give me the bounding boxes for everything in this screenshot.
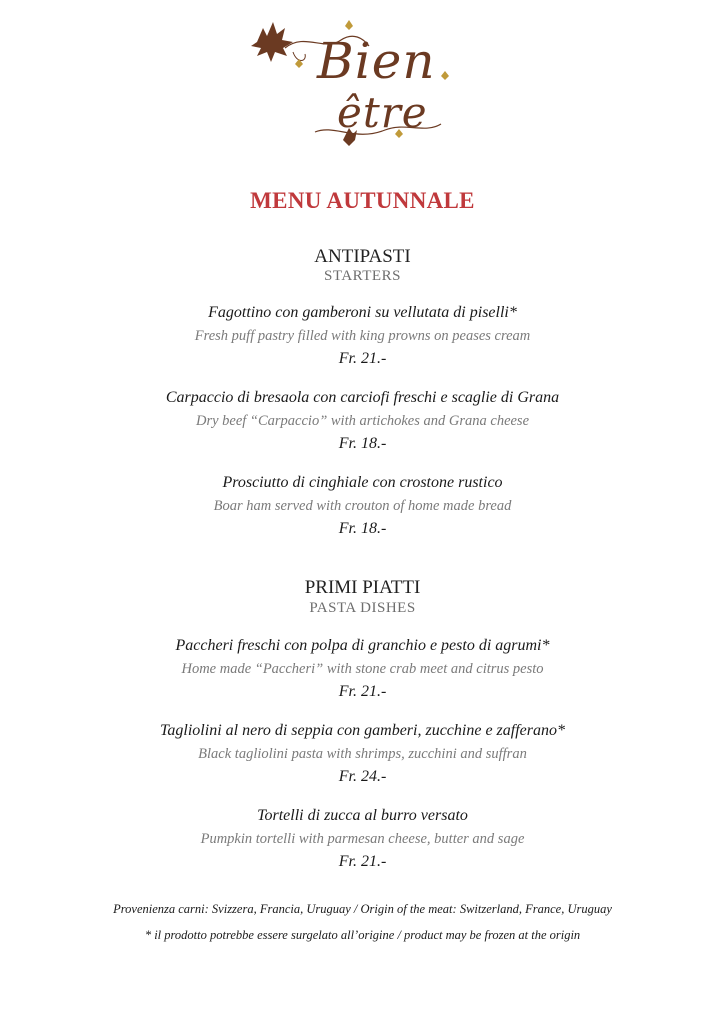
dish-price: Fr. 21.- bbox=[338, 683, 387, 700]
dish-price: Fr. 18.- bbox=[338, 520, 387, 537]
dish-description-en: Home made “Paccheri” with stone crab meet and citrus pesto bbox=[181, 661, 544, 677]
dish-description-en: Fresh puff pastry filled with king prowns on peases cream bbox=[194, 328, 531, 344]
dish-price: Fr. 24.- bbox=[338, 768, 387, 785]
dish-price: Fr. 18.- bbox=[338, 435, 387, 452]
brand-logo bbox=[245, 12, 455, 162]
dish-name-it: Prosciutto di cinghiale con crostone rustico bbox=[222, 474, 503, 491]
dish-name-it: Carpaccio di bresaola con carciofi freschi e scaglie di Grana bbox=[165, 389, 560, 406]
dish-name-it: Tagliolini al nero di seppia con gamberi, zucchine e zafferano* bbox=[159, 722, 565, 739]
logo-word-etre: être bbox=[337, 88, 428, 137]
footer-meat-origin: Provenienza carni: Svizzera, Francia, Uruguay / Origin of the meat: Switzerland, France, Uruguay bbox=[113, 902, 612, 916]
section-title-primi-piatti: PRIMI PIATTI bbox=[304, 577, 421, 598]
dish-description-en: Boar ham served with crouton of home made bread bbox=[213, 498, 512, 514]
menu-title: MENU AUTUNNALE bbox=[250, 188, 475, 213]
dish-description-en: Pumpkin tortelli with parmesan cheese, butter and sage bbox=[200, 831, 525, 847]
dish-price: Fr. 21.- bbox=[338, 853, 387, 870]
dish-price: Fr. 21.- bbox=[338, 350, 387, 367]
dish-name-it: Fagottino con gamberoni su vellutata di piselli* bbox=[208, 304, 517, 321]
dish-name-it: Tortelli di zucca al burro versato bbox=[257, 807, 468, 824]
dish-description-en: Black tagliolini pasta with shrimps, zucchini and suffran bbox=[198, 746, 527, 762]
logo-word-bien: Bien bbox=[317, 32, 436, 90]
dish-name-it: Paccheri freschi con polpa di granchio e pesto di agrumi* bbox=[175, 637, 550, 654]
footer-frozen-note: * il prodotto potrebbe essere surgelato all’origine / product may be frozen at the origin bbox=[144, 928, 581, 942]
section-subtitle-starters: STARTERS bbox=[324, 268, 401, 284]
dish-description-en: Dry beef “Carpaccio” with artichokes and Grana cheese bbox=[195, 413, 530, 429]
section-title-antipasti: ANTIPASTI bbox=[314, 246, 411, 267]
section-subtitle-pasta-dishes: PASTA DISHES bbox=[309, 600, 416, 616]
